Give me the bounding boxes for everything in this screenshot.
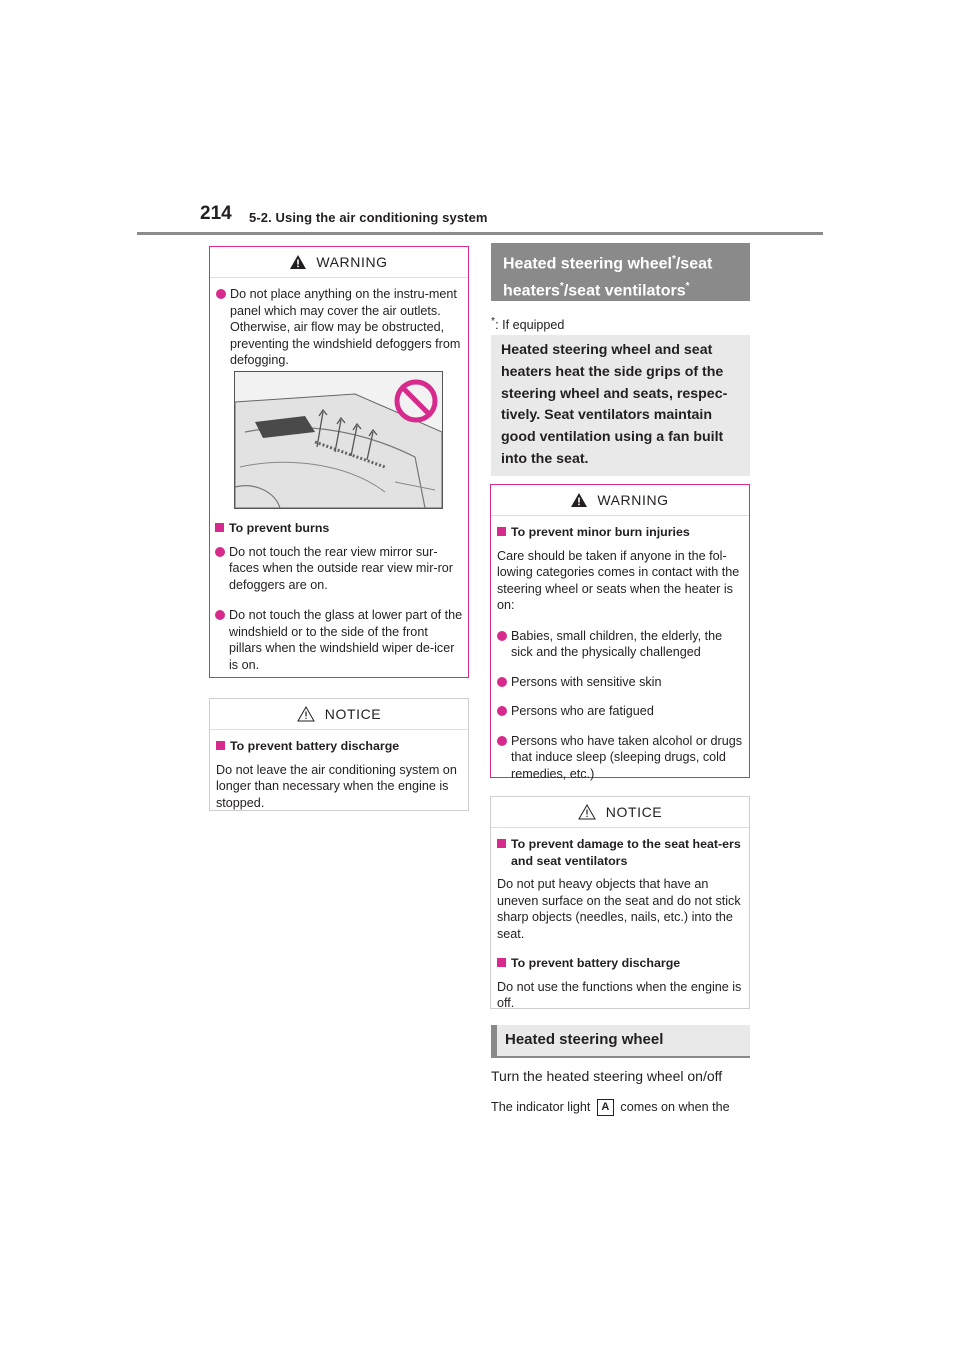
indicator-label-a: A — [597, 1099, 614, 1116]
warning-bullet-instrument-panel: Do not place anything on the instru-ment panel which may cover the air outlets. Otherwise, air flow may be obstructed, preventing the windshield defoggers from defogging. — [216, 286, 462, 369]
notice-header-right — [491, 797, 749, 828]
bullet-alcohol-drugs: Persons who have taken alcohol or drugs that induce sleep (sleeping drugs, cold remedies, etc.) — [497, 733, 743, 783]
warning-icon — [290, 255, 306, 269]
airflow-arrows — [305, 402, 385, 462]
heading-minor-burns: To prevent minor burn injuries — [497, 524, 743, 541]
notice-icon — [297, 706, 315, 722]
section-title: 5-2. Using the air conditioning system — [249, 210, 488, 225]
heading-battery-discharge: To prevent battery discharge — [216, 738, 462, 755]
notice-heavy-objects-text: Do not put heavy objects that have an uneven surface on the seat and do not stick sharp objects (needles, nails, etc.) into the seat. — [497, 877, 741, 941]
section-heading-heated-features: Heated steering wheel*/seat heaters*/seat ventilators* — [491, 243, 750, 301]
warning-box-right — [490, 484, 750, 781]
steering-body-text: Turn the heated steering wheel on/off — [491, 1068, 723, 1084]
warning-bullet-mirror: Do not touch the rear view mirror sur-faces when the outside rear view mir-ror defoggers are on. — [215, 544, 463, 594]
bullet-sensitive-skin: Persons with sensitive skin — [497, 674, 743, 691]
warning-icon — [571, 493, 587, 507]
warning-body — [210, 278, 468, 369]
notice-text: Do not leave the air conditioning system on longer than necessary when the engine is stopped. — [216, 762, 457, 810]
heading-to-prevent-burns: To prevent burns — [215, 520, 463, 537]
warning-body-right — [491, 516, 749, 782]
warning-title: WARNING — [316, 254, 388, 270]
subsection-heated-steering-wheel: Heated steering wheel — [491, 1025, 750, 1058]
warning-care-text: Care should be taken if anyone in the fol-lowing categories comes in contact with the steering wheel or seats when the heater is on: — [497, 548, 740, 612]
warning-header-right — [491, 485, 749, 516]
warning-header — [210, 247, 468, 278]
page-number: 214 — [200, 203, 232, 224]
header-rule — [137, 232, 823, 235]
heading-seat-damage: To prevent damage to the seat heat-ers and seat ventilators — [497, 836, 743, 869]
notice-body-right — [491, 828, 749, 1012]
heading-battery-discharge-right: To prevent battery discharge — [497, 955, 743, 972]
warning-left-lower — [215, 520, 463, 684]
bullet-fatigued: Persons who are fatigued — [497, 703, 743, 720]
prohibited-icon — [393, 378, 439, 424]
dashboard-illustration — [234, 371, 443, 509]
notice-functions-off-text: Do not use the functions when the engine is off. — [497, 979, 742, 1010]
notice-icon — [578, 804, 596, 820]
indicator-line: The indicator light A comes on when the — [491, 1099, 730, 1116]
notice-box-right — [490, 796, 750, 1009]
warning-bullet-windshield: Do not touch the glass at lower part of the windshield or to the side of the front pillars when the windshield wiper de-icer is on. — [215, 607, 463, 673]
bullet-babies: Babies, small children, the elderly, the sick and the physically challenged — [497, 628, 743, 661]
intro-summary: Heated steering wheel and seat heaters heat the side grips of the steering wheel and seats, respec-tively. Seat ventilators maintain good ventilation using a fan built into the seat. — [491, 335, 750, 476]
notice-box-left — [209, 698, 469, 811]
footnote-if-equipped: *: If equipped — [491, 315, 565, 333]
notice-body — [210, 730, 468, 811]
warning-title: WARNING — [597, 492, 669, 508]
notice-title: NOTICE — [605, 804, 663, 820]
notice-header — [210, 699, 468, 730]
notice-title: NOTICE — [324, 706, 382, 722]
